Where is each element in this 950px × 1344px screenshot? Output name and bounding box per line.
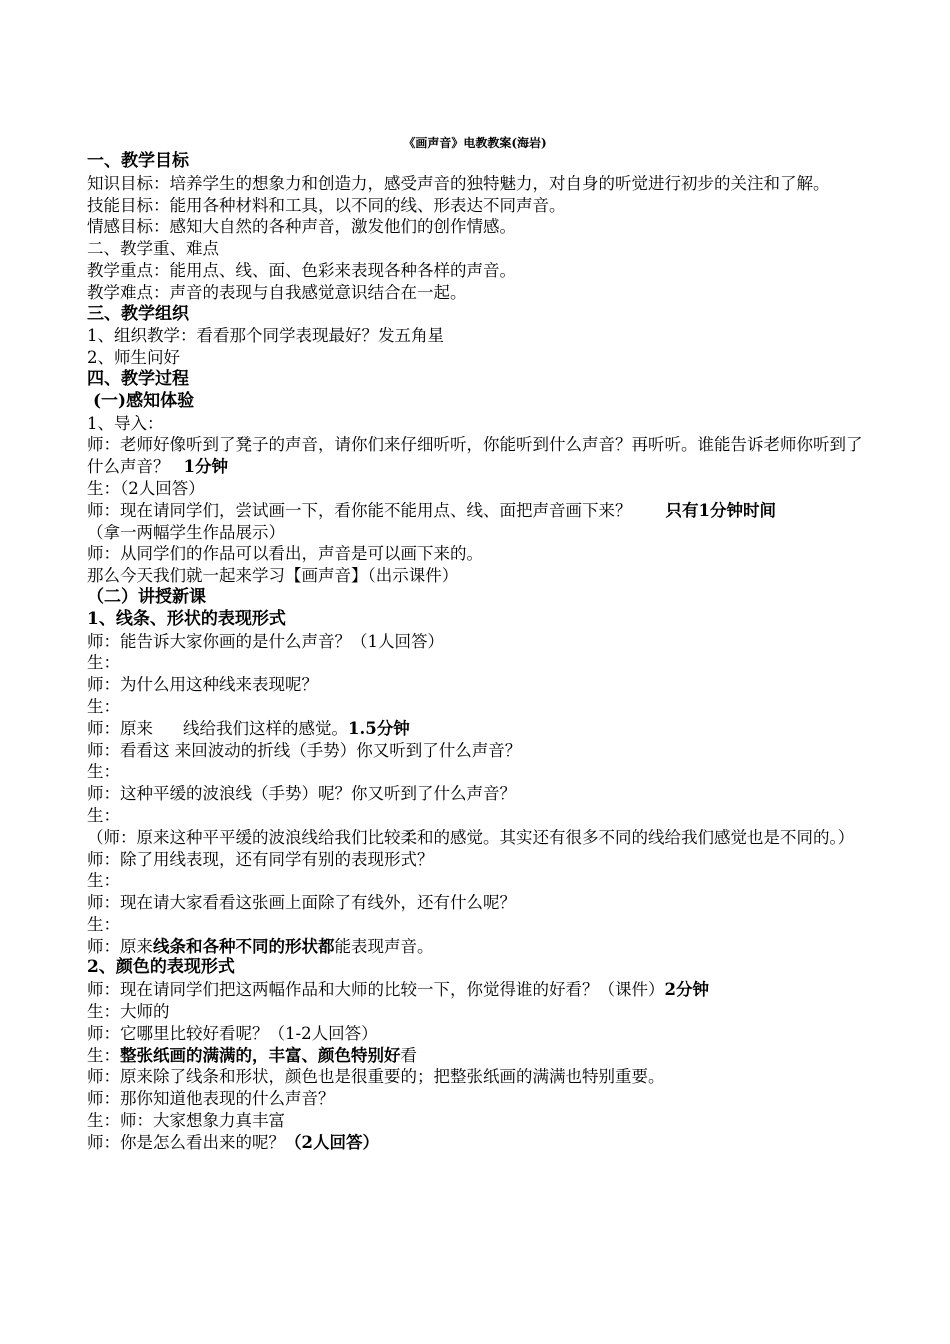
difficult-point: 教学难点：声音的表现与自我感觉意识结合在一起。 (87, 282, 467, 302)
emphasis-text: 线条和各种不同的形状都 (153, 936, 335, 956)
key-point: 教学重点：能用点、线、面、色彩来表现各种各样的声音。 (87, 260, 516, 280)
org-item-1: 1、组织教学：看看那个同学表现最好？发五角星 (87, 326, 444, 346)
teacher-line-text: 师：你是怎么看出来的呢？ (87, 1132, 285, 1152)
teacher-line: 师：为什么用这种线来表现呢？ (87, 675, 318, 695)
teacher-line: 师：它哪里比较好看呢？（1-2人回答） (87, 1023, 378, 1043)
student-line: 生：（2人回答） (87, 478, 205, 498)
goal-skill: 技能目标：能用各种材料和工具，以不同的线、形表达不同声音。 (87, 195, 566, 215)
teacher-line-text: 师：原来 (87, 936, 153, 956)
teacher-line (87, 434, 867, 478)
teacher-line: 师：现在请大家看看这张画上面除了有线外，还有什么呢？ (87, 893, 516, 913)
teacher-line-text: 师：老师好像听到了凳子的声音，请你们来仔细听听，你能听到什么声音？再听听。谁能告诉老师你听到了什么声音？ (87, 435, 863, 477)
intro-label: 1、导入： (87, 413, 164, 433)
teacher-line: 师：能告诉大家你画的是什么声音？（1人回答） (87, 631, 444, 651)
teacher-line (87, 718, 867, 740)
teacher-line-text: 师：现在请同学们，尝试画一下，看你能不能用点、线、面把声音画下来？ (87, 500, 632, 520)
student-line (87, 1045, 867, 1067)
section-heading-goals: 一、教学目标 (87, 151, 189, 171)
student-line: 生： (87, 653, 120, 673)
teacher-line: 师：这种平缓的波浪线（手势）呢？你又听到了什么声音？ (87, 784, 516, 804)
time-note: 1分钟 (183, 457, 228, 477)
emphasis-text: 整张纸画的满满的，丰富、颜色特别好 (120, 1045, 401, 1065)
subsection-heading-perception: (一)感知体验 (93, 390, 195, 411)
activity-note: （拿一两幅学生作品展示） (87, 522, 285, 542)
goal-knowledge: 知识目标：培养学生的想象力和创造力，感受声音的独特魅力，对自身的听觉进行初步的关注和了解。 (87, 173, 830, 193)
teacher-line-text: 能表现声音。 (334, 936, 434, 956)
time-note: 1.5分钟 (348, 718, 410, 738)
student-line: 生： (87, 696, 120, 716)
document-title: 《画声音》电教教案(海岩) (403, 136, 547, 150)
document-body (87, 151, 867, 1154)
teacher-line (87, 500, 867, 522)
time-note: （2人回答） (285, 1132, 379, 1152)
teacher-line: 师：看看这 来回波动的折线（手势）你又听到了什么声音？ (87, 740, 522, 760)
time-note: 只有1分钟时间 (665, 500, 776, 520)
subsection-heading-color: 2、颜色的表现形式 (87, 957, 235, 978)
section-heading-key-points: 二、教学重、难点 (87, 239, 219, 259)
teacher-line: 师：从同学们的作品可以看出，声音是可以画下来的。 (87, 544, 483, 564)
section-heading-organization: 三、教学组织 (87, 303, 189, 324)
org-item-2: 2、师生问好 (87, 348, 180, 368)
student-line-text: 看 (400, 1045, 417, 1065)
subsection-heading-new-lesson: （二）讲授新课 (87, 586, 206, 607)
student-line: 生：师：大家想象力真丰富 (87, 1111, 285, 1131)
teacher-line (87, 1132, 867, 1154)
time-note: 2分钟 (664, 980, 709, 1000)
teacher-line-text: 师：现在请同学们把这两幅作品和大师的比较一下，你觉得谁的好看？（课件） (87, 980, 665, 1000)
teacher-line (87, 936, 867, 958)
section-heading-process: 四、教学过程 (87, 368, 189, 389)
student-line: 生： (87, 805, 120, 825)
goal-emotion: 情感目标：感知大自然的各种声音，激发他们的创作情感。 (87, 217, 516, 237)
teacher-line-text: 线给我们这样的感觉。 (183, 718, 348, 738)
student-line: 生： (87, 762, 120, 782)
teacher-line: 那么今天我们就一起来学习【画声音】（出示课件） (87, 566, 459, 586)
student-line: 生： (87, 871, 120, 891)
teacher-line: 师：原来除了线条和形状，颜色也是很重要的；把整张纸画的满满也特别重要。 (87, 1067, 665, 1087)
teacher-line (87, 979, 867, 1001)
student-line: 生： (87, 914, 120, 934)
teacher-note: （师：原来这种平平缓的波浪线给我们比较柔和的感觉。其实还有很多不同的线给我们感觉也是不同的。） (87, 827, 855, 847)
teacher-line: 师：除了用线表现，还有同学有别的表现形式？ (87, 849, 434, 869)
teacher-line-text: 师：原来 (87, 718, 153, 738)
student-line: 生：大师的 (87, 1002, 170, 1022)
student-line-text: 生： (87, 1045, 120, 1065)
subsection-heading-lines-shapes: 1、线条、形状的表现形式 (87, 608, 286, 629)
teacher-line: 师：那你知道他表现的什么声音？ (87, 1089, 335, 1109)
